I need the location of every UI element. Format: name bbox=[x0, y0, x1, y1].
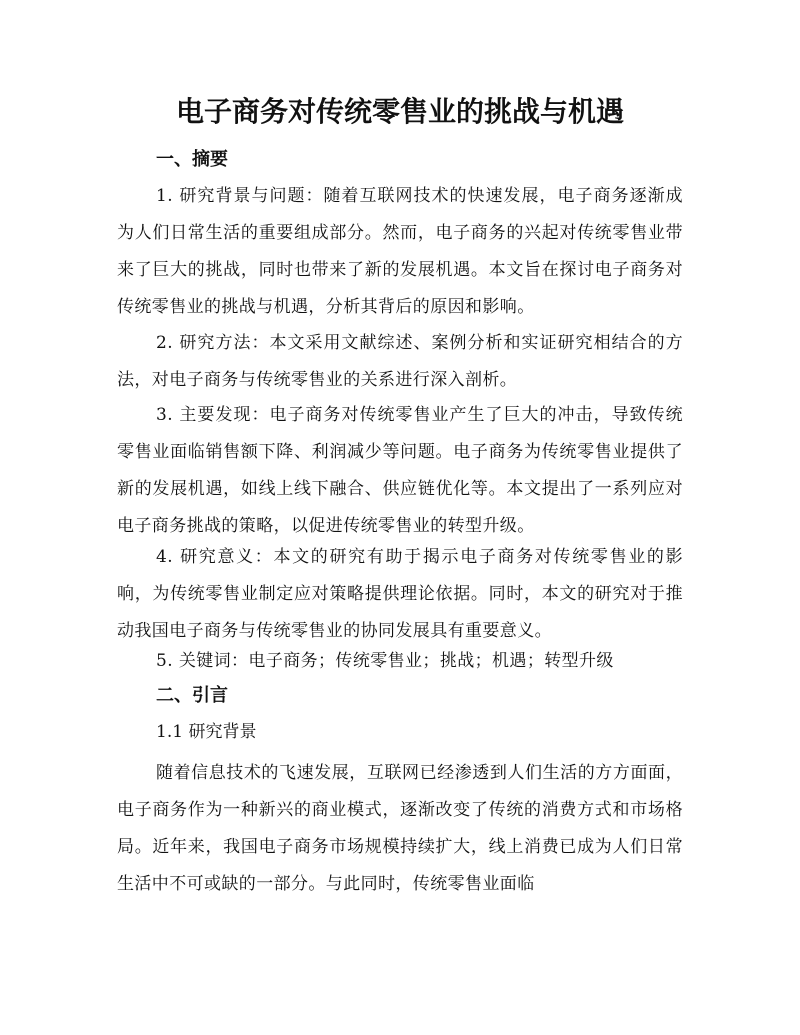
abstract-keywords: 5. 关键词：电子商务；传统零售业；挑战；机遇；转型升级 bbox=[156, 651, 614, 671]
intro-paragraph: 随着信息技术的飞速发展，互联网已经渗透到人们生活的方方面面，电子商务作为一种新兴的商业模式，逐渐改变了传统的消费方式和市场格局。近年来，我国电子商务市场规模持续扩大，线上消费已成为人们日常生活中不可或缺的一部分。与此同时，传统零售业面临 bbox=[117, 763, 683, 894]
section-heading-abstract: 一、摘要 bbox=[156, 149, 228, 170]
subsection-heading-research-background: 1.1 研究背景 bbox=[156, 722, 257, 742]
abstract-paragraph-1: 1. 研究背景与问题：随着互联网技术的快速发展，电子商务逐渐成为人们日常生活的重要组成部分。然而，电子商务的兴起对传统零售业带来了巨大的挑战，同时也带来了新的发展机遇。本文旨在探讨电子商务对传统零售业的挑战与机遇，分析其背后的原因和影响。 bbox=[117, 186, 683, 317]
abstract-paragraph-3: 3. 主要发现：电子商务对传统零售业产生了巨大的冲击，导致传统零售业面临销售额下降、利润减少等问题。电子商务为传统零售业提供了新的发展机遇，如线上线下融合、供应链优化等。本文提出了一系列应对电子商务挑战的策略，以促进传统零售业的转型升级。 bbox=[117, 405, 683, 536]
abstract-paragraph-4: 4. 研究意义：本文的研究有助于揭示电子商务对传统零售业的影响，为传统零售业制定应对策略提供理论依据。同时，本文的研究对于推动我国电子商务与传统零售业的协同发展具有重要意义。 bbox=[117, 547, 683, 641]
abstract-paragraph-2: 2. 研究方法：本文采用文献综述、案例分析和实证研究相结合的方法，对电子商务与传统零售业的关系进行深入剖析。 bbox=[117, 333, 683, 390]
section-heading-introduction: 二、引言 bbox=[156, 685, 228, 706]
document-title: 电子商务对传统零售业的挑战与机遇 bbox=[175, 95, 624, 128]
